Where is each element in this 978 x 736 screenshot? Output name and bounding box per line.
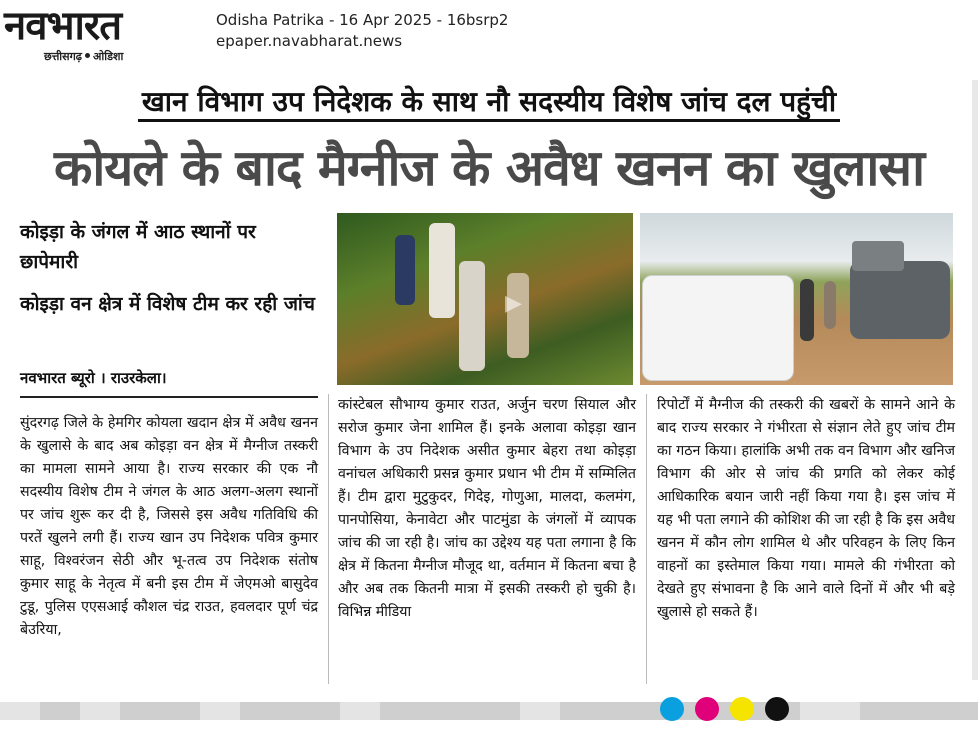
yellow-registration-dot xyxy=(730,697,754,721)
article-column-3: रिपोर्टों में मैग्नीज की तस्करी की खबरों के सामने आने के बाद राज्य सरकार ने गंभीरता से संज्ञान लेते हुए जांच टीम का गठन किया। हालांकि अभी तक वन विभाग और खनिज विभाग की ओर से जांच की प्रगति को लेकर कोई आधिकारिक बयान जारी नहीं किया गया है। इस जांच में यह भी पता लगाने की कोशिश की जा रही है कि इस अवैध खनन में कौन लोग शामिल थे और परिवहन के लिए किन वाहनों का इस्तेमाल किया गया। मामले की गंभीरता को देखते हुए संभावना है कि आने वाले दिनों में और भी बड़े खुलासे हो सकते हैं। xyxy=(657,397,955,620)
column-divider xyxy=(328,394,329,684)
bar-segment xyxy=(0,702,40,720)
bar-segment xyxy=(80,702,120,720)
person-figure xyxy=(800,279,814,341)
bar-segment xyxy=(800,702,860,720)
edition-info xyxy=(216,10,508,52)
photo-vehicles xyxy=(640,213,953,385)
column-divider xyxy=(646,394,647,684)
main-headline: कोयले के बाद मैग्नीज के अवैध खनन का खुलासा xyxy=(53,139,925,197)
masthead xyxy=(0,0,978,76)
car-shape xyxy=(850,261,950,339)
truck-shape xyxy=(852,241,904,271)
person-figure xyxy=(395,235,415,305)
logo-text: नवभारत xyxy=(4,3,122,49)
subhead-2: कोइड़ा वन क्षेत्र में विशेष टीम कर रही जांच xyxy=(20,293,315,315)
person-figure xyxy=(824,281,836,329)
bar-segment xyxy=(520,702,560,720)
watermark-logo: ▶ xyxy=(505,291,522,316)
magenta-registration-dot xyxy=(695,697,719,721)
cyan-registration-dot xyxy=(660,697,684,721)
byline: नवभारत ब्यूरो । राउरकेला। xyxy=(20,369,167,387)
photo-forest-inspection xyxy=(337,213,633,385)
logo-region-1: छत्तीसगढ़ xyxy=(44,50,82,63)
logo-region-2: ओडिशा xyxy=(92,50,124,63)
edition-line: Odisha Patrika - 16 Apr 2025 - 16bsrp2 xyxy=(216,11,509,29)
article-column-2: कांस्टेबल सौभाग्य कुमार राउत, अर्जुन चरण सियाल और सरोज कुमार जेना शामिल हैं। इनके अलावा कोइड़ा खान विभाग के उप निदेशक असीत कुमार बेहरा तथा कोइड़ा वनांचल अधिकारी प्रसन्न कुमार प्रधान भी टीम में सम्मिलित हैं। टीम द्वारा मुटुकुदर, गिदेइ, गोणुआ, मालदा, कलमंग, पानपोसिया, केनावेटा और पाटमुंडा के जंगलों में व्यापक जांच की जा रही है। जांच का उद्देश्य यह पता लगाना है कि क्षेत्र में कितना मैग्नीज मौजूद था, वर्तमान में कितना बचा है और अब तक कितनी मात्रा में इसकी तस्करी हो चुकी है। विभिन्न मीडिया xyxy=(338,397,636,620)
article-column-1: सुंदरगढ़ जिले के हेमगिर कोयला खदान क्षेत्र में अवैध खनन के खुलासे के बाद अब कोइड़ा वन क्षेत्र में मैग्नीज तस्करी का मामला सामने आया है। राज्य सरकार की एक नौ सदस्यीय विशेष टीम ने जंगल के आठ अलग-अलग स्थानों पर जांच शुरू कर दी है, जिससे इस अवैध गतिविधि की परतें खुलने लगी हैं। राज्य खान उप निदेशक पवित्र कुमार साहू, विश्वरंजन सेठी और भू-तत्व उप निदेशक संतोष कुमार साहू के नेतृत्व में बनी इस टीम में जेएमओ बासुदेव टुडू, पुलिस एएसआई कौशल चंद्र राउत, हवलदार पूर्ण चंद्र बेउरिया, xyxy=(20,415,318,638)
newspaper-logo xyxy=(4,4,200,66)
kicker-text: खान विभाग उप निदेशक के साथ नौ सदस्यीय विशेष जांच दल पहुंची xyxy=(138,85,840,122)
bar-segment xyxy=(200,702,240,720)
bullet-icon xyxy=(85,53,90,58)
page-edge-strip xyxy=(972,80,978,680)
person-figure xyxy=(429,223,455,318)
epaper-url[interactable]: epaper.navabharat.news xyxy=(216,32,403,50)
car-shape xyxy=(642,275,794,381)
logo-regions xyxy=(44,49,123,64)
person-figure xyxy=(459,261,485,371)
byline-divider xyxy=(20,396,318,398)
black-registration-dot xyxy=(765,697,789,721)
kicker-headline xyxy=(0,84,978,120)
bar-segment xyxy=(340,702,380,720)
print-color-bar xyxy=(0,702,978,720)
subhead-1: कोइड़ा के जंगल में आठ स्थानों पर छापेमारी xyxy=(20,221,256,273)
